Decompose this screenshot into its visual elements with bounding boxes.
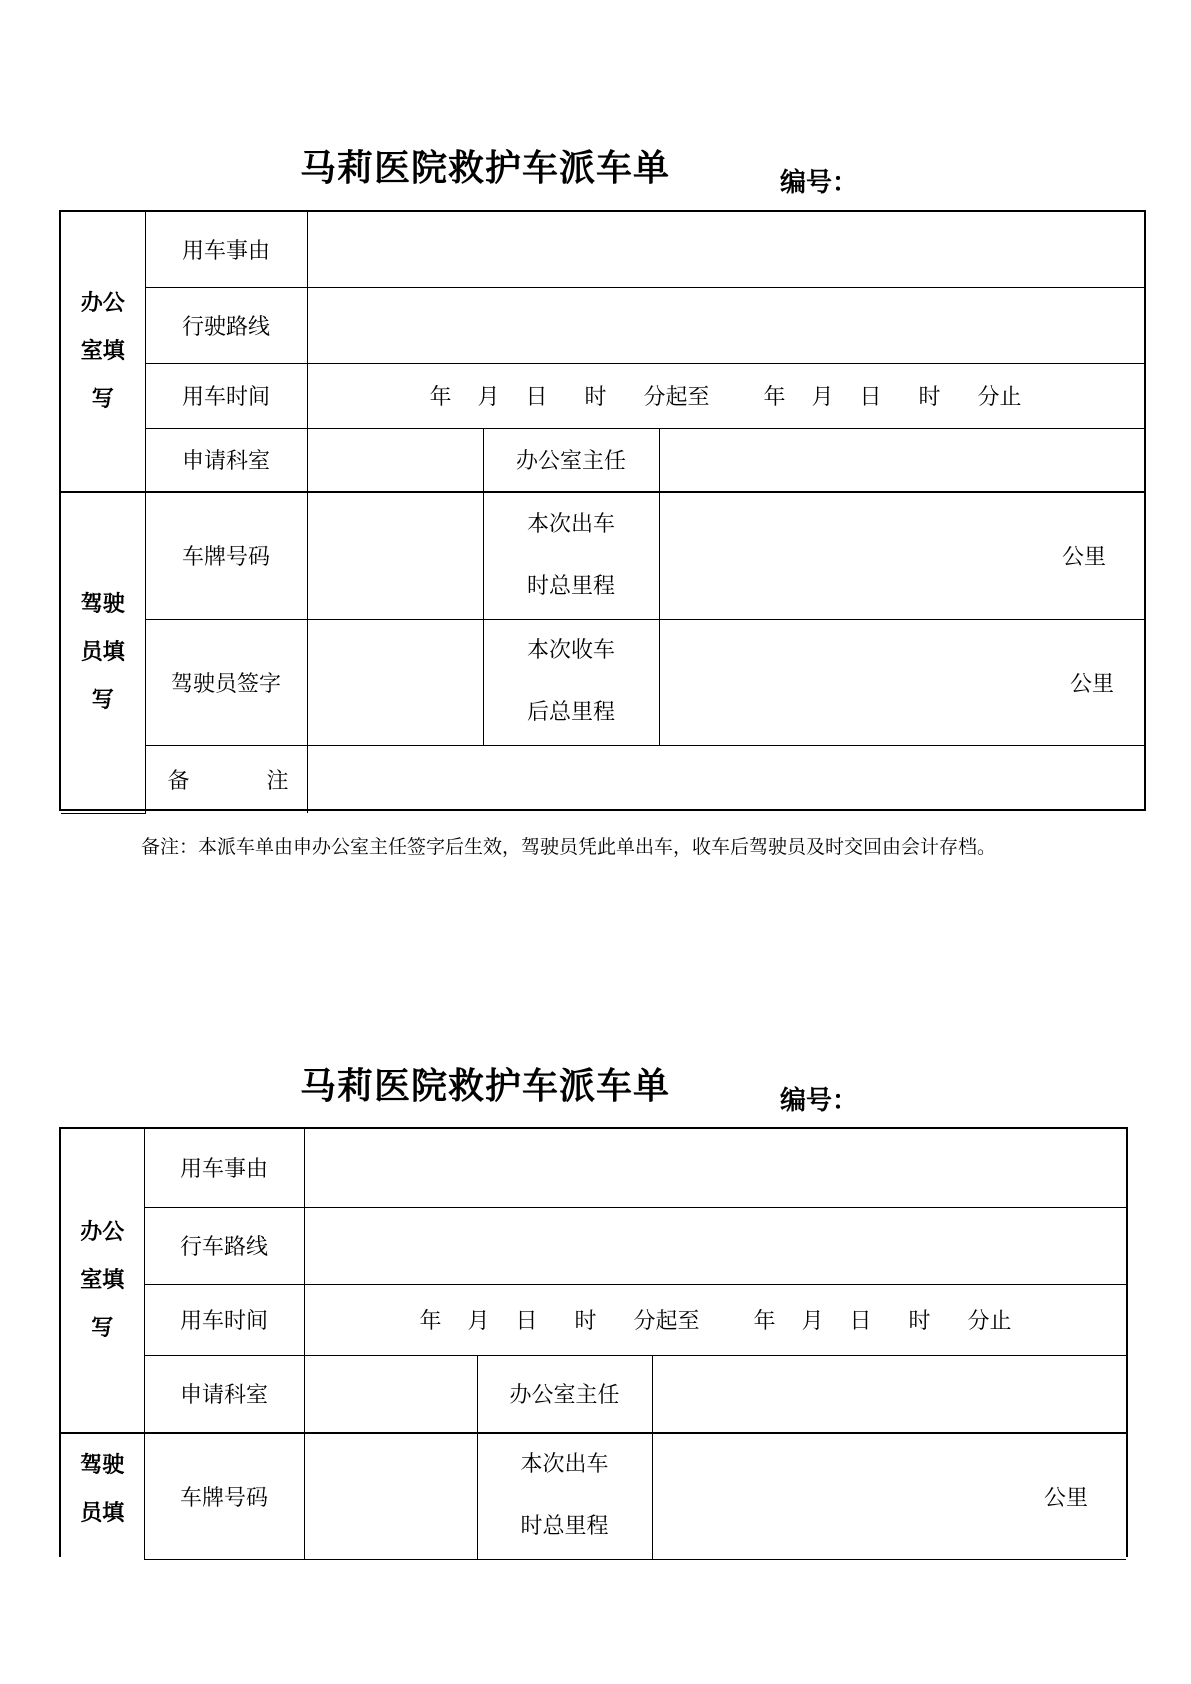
form1-label-time: 用车时间 [145, 363, 307, 428]
form1-section-driver: 驾驶 员填 写 [61, 492, 145, 813]
form1-field-out-mileage[interactable]: 公里 [659, 492, 1144, 619]
form2-label-route: 行车路线 [144, 1207, 304, 1284]
form2-label-reason: 用车事由 [144, 1129, 304, 1207]
form2-label-director: 办公室主任 [477, 1355, 652, 1433]
form2-label-out-mileage: 本次出车 时总里程 [477, 1433, 652, 1559]
form2-field-director[interactable] [652, 1355, 1126, 1433]
form2-field-plate[interactable] [304, 1433, 477, 1559]
form2-label-time: 用车时间 [144, 1284, 304, 1355]
form1-label-in-mileage: 本次收车 后总里程 [483, 619, 659, 745]
form1-field-in-mileage[interactable]: 公里 [659, 619, 1144, 745]
form1-label-dept: 申请科室 [145, 428, 307, 492]
form2-field-route[interactable] [304, 1207, 1126, 1284]
form1-field-reason[interactable] [307, 212, 1144, 287]
form2-label-plate: 车牌号码 [144, 1433, 304, 1559]
form1-field-plate[interactable] [307, 492, 483, 619]
form2-field-dept[interactable] [304, 1355, 477, 1433]
form1-table [59, 210, 1146, 811]
form2-label-dept: 申请科室 [144, 1355, 304, 1433]
form2-serial-label: 编号： [780, 1086, 859, 1116]
form1-label-plate: 车牌号码 [145, 492, 307, 619]
form1-footnote: 备注：本派车单由申办公室主任签字后生效，驾驶员凭此单出车，收车后驾驶员及时交回由会计存档。 [141, 836, 997, 858]
form2-field-out-mileage[interactable]: 公里 [652, 1433, 1126, 1559]
form1-field-director[interactable] [659, 428, 1144, 492]
form2-title: 马莉医院救护车派车单 [300, 1066, 671, 1107]
form1-label-reason: 用车事由 [145, 212, 307, 287]
form2-field-reason[interactable] [304, 1129, 1126, 1207]
form1-section-office: 办公 室填 写 [61, 212, 145, 492]
form1-label-signature: 驾驶员签字 [145, 619, 307, 745]
form1-title: 马莉医院救护车派车单 [300, 148, 671, 189]
form2-field-time[interactable]: 年 月 日 时 分起至 年 月 日 时 分止 [304, 1284, 1126, 1355]
form2-table [59, 1127, 1128, 1557]
form2-section-office: 办公 室填 写 [61, 1129, 144, 1433]
form1-label-out-mileage: 本次出车 时总里程 [483, 492, 659, 619]
form1-label-director: 办公室主任 [483, 428, 659, 492]
form2-section-driver: 驾驶 员填 [61, 1433, 144, 1559]
form1-serial-label: 编号： [780, 168, 859, 198]
form1-field-remark[interactable] [307, 745, 1144, 813]
form1-field-signature[interactable] [307, 619, 483, 745]
form1-field-route[interactable] [307, 287, 1144, 363]
form1-field-time[interactable]: 年 月 日 时 分起至 年 月 日 时 分止 [307, 363, 1144, 428]
form1-label-remark: 备 注 [145, 745, 307, 813]
form1-label-route: 行驶路线 [145, 287, 307, 363]
form1-field-dept[interactable] [307, 428, 483, 492]
